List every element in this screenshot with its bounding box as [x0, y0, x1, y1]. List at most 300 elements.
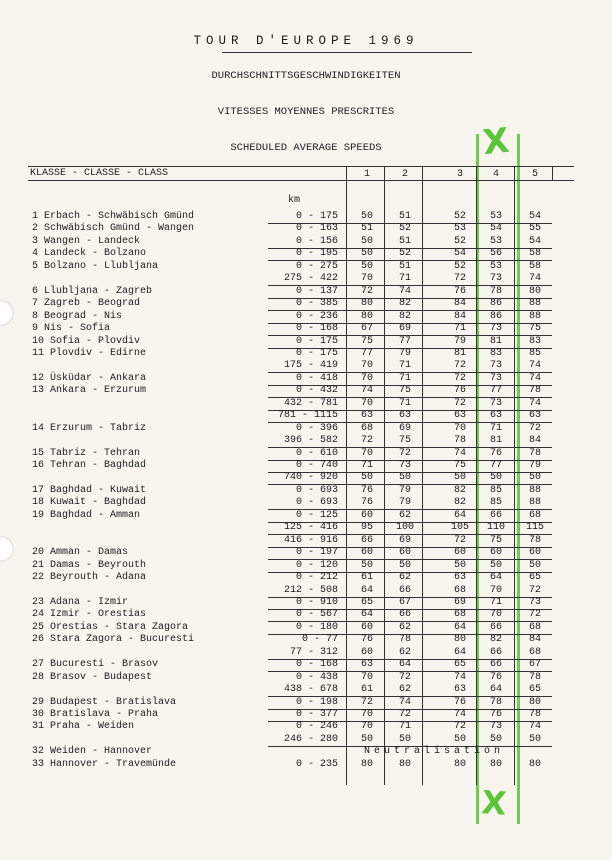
speed-cell: 73 — [398, 460, 411, 471]
distance-range: 0 - 198 — [295, 696, 338, 708]
speed-cell: 70 — [360, 671, 373, 683]
route-name: 24 Izmir - Orestias — [32, 609, 147, 621]
speed-cell: 50 — [453, 472, 466, 484]
speed-cell: 80 — [528, 758, 541, 770]
speed-cell: 53 — [453, 223, 466, 235]
speed-cell: 82 — [453, 497, 466, 509]
distance-range: 0 - 910 — [295, 596, 338, 608]
speed-cell: 84 — [453, 298, 466, 310]
speed-cell: 60 — [360, 646, 373, 658]
speed-cell: 75 — [489, 534, 502, 546]
speed-cell: 82 — [398, 298, 411, 310]
speed-cell: 74 — [453, 447, 466, 459]
neutralisation-note: Neutralisation — [363, 746, 504, 758]
table-row — [0, 460, 612, 472]
speed-cell: 69 — [398, 534, 411, 546]
distance-range: 432 - 781 — [283, 397, 338, 409]
speed-cell: 53 — [489, 260, 502, 272]
speed-cell: 78 — [528, 534, 541, 546]
speed-cell: 70 — [360, 721, 373, 733]
column-header-5: 5 — [531, 169, 538, 180]
column-separator — [552, 166, 553, 180]
route-name: 2 Schwäbisch Gmünd - Wangen — [32, 223, 195, 235]
table-row — [0, 385, 612, 397]
distance-range: 781 - 1115 — [277, 410, 338, 422]
speed-cell: 71 — [398, 721, 411, 733]
speed-cell: 78 — [528, 709, 541, 720]
route-name: 15 Tabriz - Tehran — [32, 447, 141, 459]
speed-cell: 79 — [398, 484, 411, 496]
subtitle-english: SCHEDULED AVERAGE SPEEDS — [230, 142, 382, 154]
speed-cell: 79 — [398, 347, 411, 359]
speed-cell: 56 — [489, 248, 502, 260]
distance-range: 416 - 916 — [283, 534, 338, 546]
speed-cell: 78 — [453, 435, 466, 447]
speed-cell: 70 — [360, 709, 373, 720]
speed-cell: 69 — [398, 323, 411, 335]
speed-cell: 52 — [453, 211, 466, 222]
speed-cell: 71 — [398, 360, 411, 372]
speed-cell: 64 — [398, 659, 411, 671]
speed-cell: 62 — [398, 572, 411, 584]
distance-range: 0 - 396 — [295, 422, 338, 434]
speed-cell: 71 — [398, 372, 411, 384]
speed-cell: 78 — [528, 447, 541, 459]
distance-range: 0 - 175 — [295, 347, 338, 359]
speed-cell: 50 — [360, 472, 373, 484]
speed-cell: 88 — [528, 310, 541, 322]
table-row — [0, 472, 612, 484]
speed-cell: 76 — [453, 285, 466, 297]
speed-cell: 78 — [489, 285, 502, 297]
speed-cell: 66 — [398, 609, 411, 621]
speed-cell: 54 — [528, 235, 541, 247]
speed-cell: 72 — [398, 671, 411, 683]
speed-cell: 61 — [360, 684, 373, 696]
speed-cell: 50 — [489, 559, 502, 571]
route-name: 21 Damas - Beyrouth — [32, 559, 147, 571]
speed-cell: 64 — [360, 609, 373, 621]
speed-cell: 72 — [453, 397, 466, 409]
distance-range: 0 - 195 — [295, 248, 338, 260]
speed-cell: 84 — [528, 435, 541, 447]
table-row — [0, 535, 612, 547]
speed-cell: 66 — [489, 621, 502, 633]
speed-cell: 84 — [528, 634, 541, 646]
speed-cell: 62 — [398, 646, 411, 658]
speed-cell: 60 — [398, 547, 411, 559]
table-header-rule — [28, 180, 574, 181]
table-row — [0, 547, 612, 559]
distance-range: 0 - 385 — [295, 298, 338, 310]
speed-cell: 82 — [453, 484, 466, 496]
table-row — [0, 746, 612, 758]
speed-cell: 76 — [489, 709, 502, 720]
distance-range: 0 - 137 — [295, 285, 338, 297]
distance-range: 0 - 377 — [295, 709, 338, 720]
speed-cell: 68 — [528, 621, 541, 633]
table-row — [0, 672, 612, 684]
table-row — [0, 373, 612, 385]
speed-cell: 71 — [453, 323, 466, 335]
speed-cell: 80 — [528, 696, 541, 708]
table-top-rule — [28, 166, 574, 167]
table-row — [0, 684, 612, 696]
table-row — [0, 485, 612, 497]
speed-cell: 100 — [395, 522, 414, 534]
distance-range: 0 - 275 — [295, 260, 338, 272]
table-row — [0, 261, 612, 273]
speed-cell: 65 — [453, 659, 466, 671]
distance-range: 0 - 163 — [295, 223, 338, 235]
speed-cell: 66 — [489, 646, 502, 658]
speed-cell: 115 — [525, 522, 544, 534]
speed-cell: 76 — [489, 671, 502, 683]
speed-cell: 70 — [360, 360, 373, 372]
speed-cell: 85 — [489, 497, 502, 509]
speed-cell: 84 — [453, 310, 466, 322]
speed-cell: 86 — [489, 298, 502, 310]
speed-cell: 76 — [360, 634, 373, 646]
speed-cell: 70 — [489, 609, 502, 621]
speed-cell: 66 — [360, 534, 373, 546]
route-name: 1 Erbach - Schwäbisch Gmünd — [32, 211, 195, 222]
speed-cell: 76 — [360, 484, 373, 496]
speed-cell: 74 — [360, 385, 373, 397]
table-row — [0, 734, 612, 746]
speed-cell: 78 — [528, 385, 541, 397]
distance-range: 0 - 168 — [295, 323, 338, 335]
speed-cell: 60 — [360, 547, 373, 559]
speed-cell: 71 — [489, 596, 502, 608]
route-name: 23 Adana - Izmir — [32, 596, 129, 608]
speed-cell: 67 — [528, 659, 541, 671]
distance-range: 0 - 610 — [295, 447, 338, 459]
route-name: 3 Wangen - Landeck — [32, 235, 141, 247]
table-row — [0, 647, 612, 659]
marker-bottom: X — [480, 783, 508, 823]
speed-cell: 50 — [360, 235, 373, 247]
speed-cell: 52 — [453, 260, 466, 272]
table-row — [0, 248, 612, 260]
route-name: 33 Hannover - Travemünde — [32, 758, 177, 770]
speed-cell: 74 — [453, 709, 466, 720]
speed-cell: 58 — [528, 260, 541, 272]
speed-cell: 83 — [489, 347, 502, 359]
speed-cell: 75 — [528, 323, 541, 335]
speed-cell: 50 — [360, 248, 373, 260]
speed-cell: 71 — [398, 397, 411, 409]
speed-cell: 77 — [398, 335, 411, 347]
speed-cell: 78 — [489, 696, 502, 708]
speed-cell: 81 — [489, 335, 502, 347]
distance-range: 0 - 156 — [295, 235, 338, 247]
distance-range: 0 - 740 — [295, 460, 338, 471]
speed-cell: 74 — [528, 721, 541, 733]
speed-cell: 75 — [398, 435, 411, 447]
speed-cell: 70 — [360, 273, 373, 285]
distance-range: 0 - 120 — [295, 559, 338, 571]
speed-cell: 72 — [453, 360, 466, 372]
distance-range: 0 - 236 — [295, 310, 338, 322]
distance-range: 0 - 693 — [295, 484, 338, 496]
speed-cell: 80 — [453, 634, 466, 646]
speed-cell: 50 — [453, 559, 466, 571]
speed-cell: 105 — [450, 522, 469, 534]
speed-cell: 50 — [360, 733, 373, 745]
speed-cell: 83 — [528, 335, 541, 347]
speed-cell: 74 — [528, 360, 541, 372]
speed-cell: 72 — [453, 372, 466, 384]
route-name: 19 Baghdad - Amman — [32, 509, 141, 521]
speed-cell: 71 — [489, 422, 502, 434]
table-row — [0, 659, 612, 671]
speed-cell: 51 — [360, 223, 373, 235]
speed-cell: 68 — [528, 646, 541, 658]
route-name: 30 Bratislava - Praha — [32, 709, 159, 720]
speed-cell: 72 — [528, 609, 541, 621]
table-row — [0, 286, 612, 298]
distance-range: 438 - 678 — [283, 684, 338, 696]
distance-range: 396 - 582 — [283, 435, 338, 447]
speed-cell: 60 — [360, 621, 373, 633]
speed-cell: 81 — [453, 347, 466, 359]
table-row — [0, 336, 612, 348]
speed-cell: 77 — [360, 347, 373, 359]
distance-range: 0 - 438 — [295, 671, 338, 683]
distance-range: 246 - 280 — [283, 733, 338, 745]
route-name: 14 Erzurum - Tabriz — [32, 422, 147, 434]
route-name: 12 Üsküdar - Ankara — [32, 372, 147, 384]
table-row — [0, 360, 612, 372]
speed-cell: 69 — [398, 422, 411, 434]
route-name: 4 Landeck - Bolzano — [32, 248, 147, 260]
speed-cell: 76 — [453, 385, 466, 397]
title-underline — [222, 52, 472, 53]
speed-cell: 80 — [360, 298, 373, 310]
distance-range: 0 - 432 — [295, 385, 338, 397]
speed-cell: 110 — [486, 522, 505, 534]
document-title: TOUR D'EUROPE 1969 — [193, 34, 419, 48]
speed-cell: 64 — [453, 509, 466, 521]
distance-range: 77 - 312 — [289, 646, 338, 658]
route-name: 5 Bolzano - Llubljana — [32, 260, 159, 272]
speed-cell: 50 — [398, 559, 411, 571]
distance-range: 0 - 175 — [295, 335, 338, 347]
table-row — [0, 634, 612, 646]
table-row — [0, 709, 612, 721]
speed-cell: 72 — [360, 285, 373, 297]
distance-range: 0 - 180 — [295, 621, 338, 633]
speed-cell: 53 — [489, 235, 502, 247]
table-row — [0, 510, 612, 522]
speed-cell: 53 — [489, 211, 502, 222]
route-name: 6 Llubljana - Zagreb — [32, 285, 153, 297]
speed-cell: 76 — [489, 447, 502, 459]
speed-cell: 62 — [398, 684, 411, 696]
speed-cell: 50 — [528, 733, 541, 745]
speed-cell: 71 — [360, 460, 373, 471]
table-row — [0, 597, 612, 609]
speed-cell: 80 — [398, 758, 411, 770]
speed-cell: 75 — [453, 460, 466, 471]
speed-cell: 77 — [489, 385, 502, 397]
speed-cell: 76 — [360, 497, 373, 509]
speed-cell: 74 — [398, 285, 411, 297]
speed-cell: 88 — [528, 298, 541, 310]
speed-cell: 82 — [398, 310, 411, 322]
speed-cell: 70 — [360, 372, 373, 384]
speed-cell: 80 — [489, 758, 502, 770]
speed-cell: 65 — [528, 572, 541, 584]
table-row — [0, 448, 612, 460]
table-row — [0, 759, 612, 771]
speed-cell: 72 — [528, 422, 541, 434]
speed-cell: 58 — [528, 248, 541, 260]
route-name: 16 Tehran - Baghdad — [32, 460, 147, 471]
table-row — [0, 273, 612, 285]
distance-range: 0 - 175 — [295, 211, 338, 222]
route-name: 27 Bucuresti - Brasov — [32, 659, 159, 671]
speed-cell: 72 — [528, 584, 541, 596]
speed-cell: 74 — [398, 696, 411, 708]
speed-cell: 72 — [360, 435, 373, 447]
speed-cell: 79 — [528, 460, 541, 471]
speed-cell: 50 — [489, 472, 502, 484]
class-header: KLASSE - CLASSE - CLASS — [30, 168, 169, 179]
speed-cell: 80 — [360, 310, 373, 322]
speed-cell: 77 — [489, 460, 502, 471]
speed-cell: 63 — [360, 659, 373, 671]
speed-cell: 72 — [453, 534, 466, 546]
speed-cell: 63 — [453, 410, 466, 422]
speed-cell: 74 — [528, 372, 541, 384]
speed-cell: 72 — [360, 696, 373, 708]
speed-cell: 73 — [489, 721, 502, 733]
speed-cell: 63 — [453, 572, 466, 584]
table-row — [0, 622, 612, 634]
speed-cell: 66 — [398, 584, 411, 596]
speed-cell: 73 — [489, 273, 502, 285]
speed-cell: 80 — [360, 758, 373, 770]
route-name: 22 Beyrouth - Adana — [32, 572, 147, 584]
speed-cell: 74 — [453, 671, 466, 683]
speed-cell: 88 — [528, 497, 541, 509]
speed-cell: 65 — [528, 684, 541, 696]
km-label: km — [288, 195, 301, 206]
table-row — [0, 697, 612, 709]
speed-cell: 78 — [398, 634, 411, 646]
speed-cell: 68 — [453, 609, 466, 621]
route-name: 26 Stara Zagora - Bucuresti — [32, 634, 195, 646]
speed-cell: 50 — [453, 733, 466, 745]
route-name: 29 Budapest - Bratislava — [32, 696, 177, 708]
speed-cell: 80 — [453, 758, 466, 770]
speed-cell: 50 — [528, 559, 541, 571]
table-row — [0, 423, 612, 435]
distance-range: 275 - 422 — [283, 273, 338, 285]
speed-cell: 75 — [360, 335, 373, 347]
route-name: 7 Zagreb - Beograd — [32, 298, 141, 310]
speed-cell: 54 — [453, 248, 466, 260]
route-name: 10 Sofia - Plovdiv — [32, 335, 141, 347]
speed-cell: 75 — [398, 385, 411, 397]
speed-cell: 85 — [489, 484, 502, 496]
speed-cell: 63 — [528, 410, 541, 422]
speed-cell: 67 — [360, 323, 373, 335]
speed-cell: 88 — [528, 484, 541, 496]
speed-cell: 51 — [398, 260, 411, 272]
distance-range: 740 - 920 — [283, 472, 338, 484]
column-header-4: 4 — [492, 169, 499, 180]
route-name: 8 Beograd - Nis — [32, 310, 123, 322]
speed-cell: 50 — [360, 211, 373, 222]
table-row — [0, 298, 612, 310]
speed-cell: 70 — [489, 584, 502, 596]
speed-cell: 81 — [489, 435, 502, 447]
speed-cell: 50 — [528, 472, 541, 484]
speed-cell: 73 — [528, 596, 541, 608]
table-row — [0, 223, 612, 235]
speed-cell: 86 — [489, 310, 502, 322]
speed-cell: 54 — [489, 223, 502, 235]
speed-cell: 50 — [398, 472, 411, 484]
speed-cell: 64 — [489, 684, 502, 696]
speed-cell: 62 — [398, 621, 411, 633]
speed-cell: 71 — [398, 273, 411, 285]
route-name: 25 Orestias - Stara Zagora — [32, 621, 189, 633]
speed-cell: 64 — [453, 621, 466, 633]
distance-range: 0 - 418 — [295, 372, 338, 384]
column-header-2: 2 — [401, 169, 408, 180]
speed-cell: 63 — [398, 410, 411, 422]
column-header-1: 1 — [363, 169, 370, 180]
speed-cell: 52 — [453, 235, 466, 247]
distance-range: 175 - 419 — [283, 360, 338, 372]
table-row — [0, 410, 612, 422]
marker-top: X — [480, 120, 512, 164]
speed-cell: 72 — [453, 721, 466, 733]
route-name: 13 Ankara - Erzurum — [32, 385, 147, 397]
route-name: 20 Amman - Damas — [32, 547, 129, 559]
distance-range: 0 - 246 — [295, 721, 338, 733]
speed-cell: 50 — [360, 559, 373, 571]
table-row — [0, 348, 612, 360]
route-name: 9 Nis - Sofia — [32, 323, 111, 335]
route-name: 17 Baghdad - Kuwait — [32, 484, 147, 496]
table-row — [0, 211, 612, 223]
speed-cell: 74 — [528, 273, 541, 285]
distance-range: 0 - 168 — [295, 659, 338, 671]
speed-cell: 74 — [528, 397, 541, 409]
distance-range: 0 - 693 — [295, 497, 338, 509]
distance-range: 0 - 197 — [295, 547, 338, 559]
speed-cell: 51 — [398, 235, 411, 247]
speed-cell: 95 — [360, 522, 373, 534]
speed-cell: 50 — [489, 733, 502, 745]
speed-cell: 69 — [453, 596, 466, 608]
speed-cell: 70 — [453, 422, 466, 434]
speed-cell: 65 — [360, 596, 373, 608]
speed-cell: 73 — [489, 397, 502, 409]
table-row — [0, 311, 612, 323]
speed-cell: 70 — [360, 397, 373, 409]
route-name: 11 Plovdiv - Edirne — [32, 347, 147, 359]
speed-cell: 64 — [453, 646, 466, 658]
speed-cell: 80 — [528, 285, 541, 297]
speed-cell: 55 — [528, 223, 541, 235]
speed-cell: 76 — [453, 696, 466, 708]
